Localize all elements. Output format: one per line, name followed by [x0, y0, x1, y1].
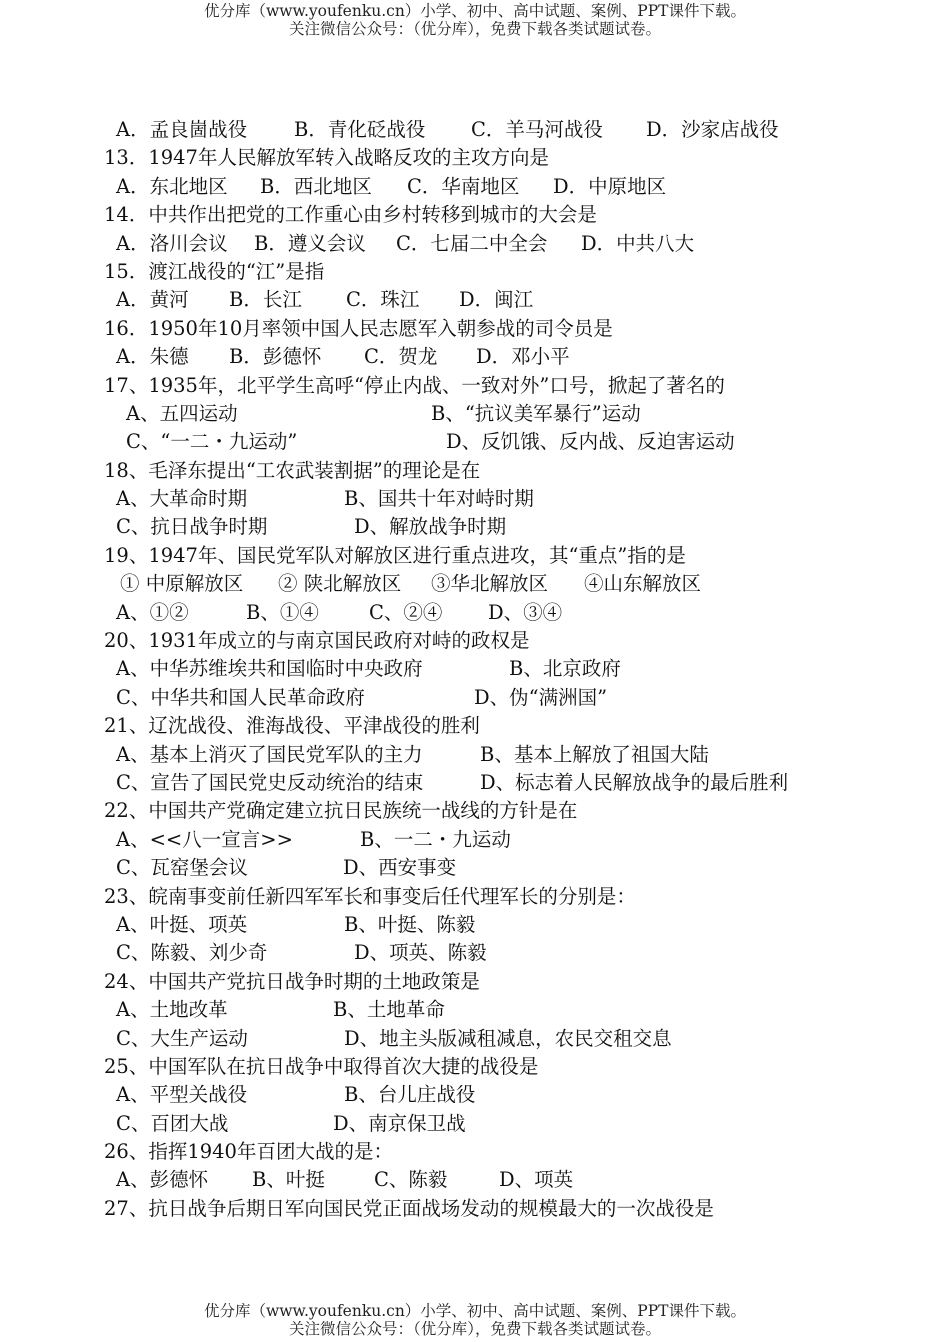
options-row — [0, 1025, 950, 1053]
option-b: B．长江 — [229, 288, 302, 312]
option-b: B、叶挺、陈毅 — [344, 912, 476, 936]
option-b: B．西北地区 — [260, 174, 372, 198]
options-row — [0, 343, 950, 371]
options-row — [0, 769, 950, 797]
options-row — [0, 741, 950, 769]
question-stem: 17、1935年，北平学生高呼“停止内战、一致对外”口号，掀起了著名的 — [104, 373, 725, 397]
options-row — [0, 826, 950, 854]
option-a: A、基本上消灭了国民党军队的主力 — [116, 742, 423, 766]
question-stem: 27、抗日战争后期日军向国民党正面战场发动的规模最大的一次战役是 — [104, 1196, 714, 1220]
option-c: C、中华共和国人民革命政府 — [116, 685, 365, 709]
page-header — [0, 2, 950, 38]
option-d: D．中原地区 — [553, 174, 667, 198]
option-b: B、基本上解放了祖国大陆 — [480, 742, 709, 766]
page-footer — [0, 1302, 950, 1338]
option-d: D、③④ — [488, 600, 563, 624]
question-stem: 20、1931年成立的与南京国民政府对峙的政权是 — [104, 629, 530, 653]
option-a: A．洛川会议 — [116, 231, 228, 255]
options-row — [0, 854, 950, 882]
option-a: A、土地改革 — [116, 998, 228, 1022]
option-c: C．珠江 — [346, 288, 420, 312]
question-stem: 24、中国共产党抗日战争时期的土地政策是 — [104, 969, 480, 993]
question-stem: 18、毛泽东提出“工农武装割据”的理论是在 — [104, 458, 481, 482]
options-row — [0, 1081, 950, 1109]
option-d: D、标志着人民解放战争的最后胜利 — [480, 770, 789, 794]
options-row — [0, 173, 950, 201]
option-d: D、项英、陈毅 — [354, 941, 487, 965]
option-c: C、②④ — [369, 600, 443, 624]
option-b: B、“抗议美军暴行”运动 — [431, 401, 641, 425]
option-a: A、叶挺、项英 — [116, 912, 248, 936]
option-c: C．华南地区 — [407, 174, 520, 198]
option-a: A．朱德 — [116, 345, 189, 369]
options-row — [0, 116, 950, 144]
option-a: A、彭德怀 — [116, 1168, 209, 1192]
question-stem: 22、中国共产党确定建立抗日民族统一战线的方针是在 — [104, 799, 578, 823]
option-c: C．贺龙 — [364, 345, 438, 369]
option-d: D．中共八大 — [581, 231, 695, 255]
option-a: A、①② — [116, 600, 189, 624]
option-d: D、项英 — [499, 1168, 574, 1192]
option-c: C、陈毅 — [374, 1168, 448, 1192]
option-c: C、“一二・九运动” — [126, 430, 298, 454]
option-a: A、平型关战役 — [116, 1083, 248, 1107]
sub-item-1: ① 中原解放区 — [120, 572, 244, 596]
option-b: B、土地革命 — [333, 998, 445, 1022]
option-a: A．东北地区 — [116, 174, 228, 198]
option-c: C、抗日战争时期 — [116, 515, 268, 539]
options-row — [0, 513, 950, 541]
option-c: C、百团大战 — [116, 1111, 229, 1135]
options-row — [0, 911, 950, 939]
option-c: C、瓦窑堡会议 — [116, 856, 248, 880]
options-row — [0, 230, 950, 258]
question-stem: 25、中国军队在抗日战争中取得首次大捷的战役是 — [104, 1054, 539, 1078]
option-b: B．遵义会议 — [254, 231, 366, 255]
sub-item-2: ② 陕北解放区 — [278, 572, 402, 596]
option-c: C、陈毅、刘少奇 — [116, 941, 268, 965]
option-b: B．青化砭战役 — [294, 118, 426, 141]
options-row — [0, 939, 950, 967]
options-row — [0, 1166, 950, 1194]
option-b: B、北京政府 — [509, 657, 621, 681]
option-b: B、①④ — [246, 600, 319, 624]
options-row — [0, 428, 950, 456]
option-d: D、反饥饿、反内战、反迫害运动 — [446, 430, 735, 454]
footer-line-2: 关注微信公众号：（优分库），免费下载各类试题试卷。 — [288, 1320, 661, 1338]
option-c: C．羊马河战役 — [471, 118, 603, 141]
option-b: B、叶挺 — [252, 1168, 325, 1192]
sub-items-row — [0, 570, 950, 598]
question-stem: 23、皖南事变前任新四军军长和事变后任代理军长的分别是： — [104, 884, 636, 908]
option-a: A、大革命时期 — [116, 487, 248, 511]
question-stem: 16．1950年10月率领中国人民志愿军入朝参战的司令员是 — [104, 316, 613, 340]
option-b: B．彭德怀 — [229, 345, 322, 369]
option-b: B、台儿庄战役 — [344, 1083, 476, 1107]
options-row — [0, 655, 950, 683]
option-a: A、中华苏维埃共和国临时中央政府 — [116, 657, 423, 681]
options-row — [0, 400, 950, 428]
option-d: D、伪“满洲国” — [474, 685, 608, 709]
option-d: D、南京保卫战 — [333, 1111, 466, 1135]
options-row — [0, 599, 950, 627]
option-d: D、地主头版减租减息，农民交租交息 — [344, 1026, 672, 1050]
sub-item-3: ③华北解放区 — [431, 572, 549, 596]
option-c: C、大生产运动 — [116, 1026, 248, 1050]
question-list — [0, 116, 950, 1223]
option-d: D、西安事变 — [343, 856, 457, 880]
footer-line-1: 优分库（www.youfenku.cn）小学、初中、高中试题、案例、PPT课件下载。 — [203, 1302, 747, 1320]
header-line-2: 关注微信公众号：（优分库），免费下载各类试题试卷。 — [288, 20, 661, 38]
option-c: C、宣告了国民党史反动统治的结束 — [116, 770, 424, 794]
options-row — [0, 286, 950, 314]
option-a: A．孟良崮战役 — [116, 118, 248, 141]
option-d: D．闽江 — [459, 288, 534, 312]
option-a: A．黄河 — [116, 288, 189, 312]
question-stem: 19、1947年、国民党军队对解放区进行重点进攻，其“重点”指的是 — [104, 543, 686, 567]
sub-item-4: ④山东解放区 — [584, 572, 702, 596]
question-stem: 13．1947年人民解放军转入战略反攻的主攻方向是 — [104, 146, 549, 170]
option-d: D．邓小平 — [476, 345, 570, 369]
option-b: B、一二・九运动 — [360, 827, 511, 851]
question-stem: 21、辽沈战役、淮海战役、平津战役的胜利 — [104, 714, 480, 738]
options-row — [0, 996, 950, 1024]
question-stem: 14．中共作出把党的工作重心由乡村转移到城市的大会是 — [104, 203, 597, 227]
option-b: B、国共十年对峙时期 — [344, 487, 534, 511]
option-d: D．沙家店战役 — [646, 118, 779, 141]
option-a: A、<<八一宣言>> — [116, 827, 293, 851]
option-d: D、解放战争时期 — [354, 515, 507, 539]
option-a: A、五四运动 — [126, 401, 238, 425]
header-line-1: 优分库（www.youfenku.cn）小学、初中、高中试题、案例、PPT课件下载。 — [203, 2, 747, 20]
question-stem: 26、指挥1940年百团大战的是： — [104, 1140, 393, 1164]
question-stem: 15．渡江战役的“江”是指 — [104, 259, 325, 283]
option-c: C．七届二中全会 — [396, 231, 548, 255]
options-row — [0, 485, 950, 513]
options-row — [0, 684, 950, 712]
options-row — [0, 1110, 950, 1138]
